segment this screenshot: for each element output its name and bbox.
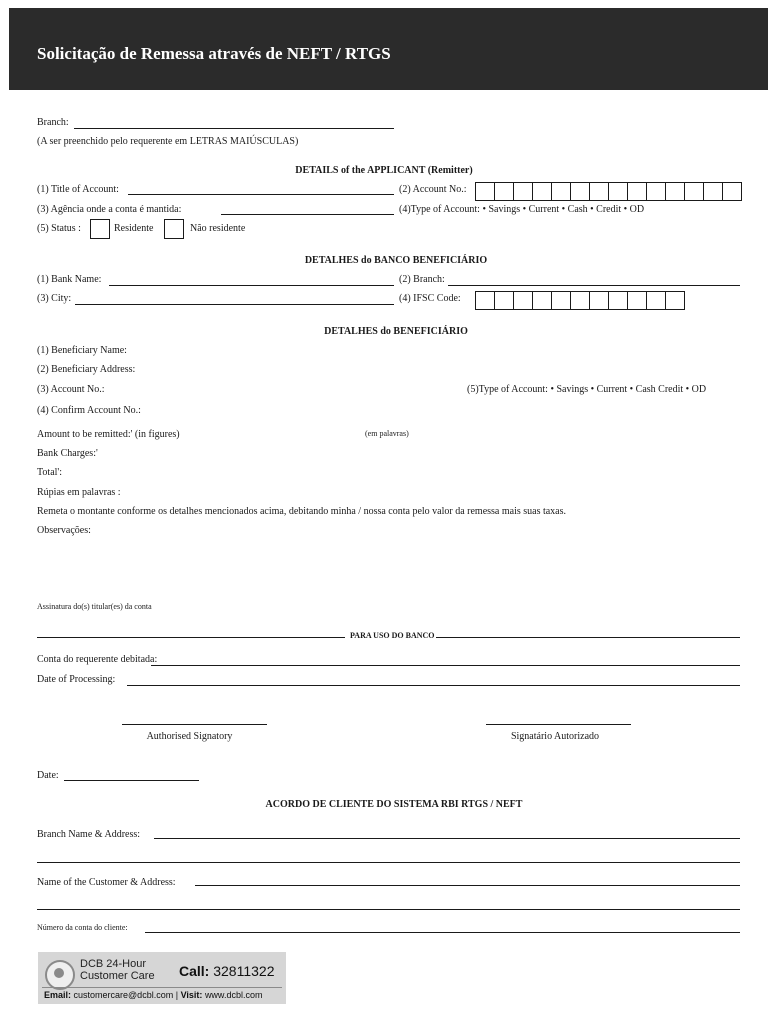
account-no-box[interactable] — [665, 182, 685, 201]
bank-use-rule-right — [436, 637, 740, 638]
date-processing-field[interactable] — [127, 685, 740, 686]
account-no-box[interactable] — [608, 182, 628, 201]
ifsc-box[interactable] — [589, 291, 609, 310]
customer-name-address-label: Name of the Customer & Address: — [37, 877, 176, 888]
ifsc-label: (4) IFSC Code: — [399, 293, 461, 304]
amount-figures-label: Amount to be remitted:' (in figures) — [37, 429, 180, 440]
beneficiary-account-label: (3) Account No.: — [37, 384, 105, 395]
branch-field[interactable] — [74, 128, 394, 129]
account-no-box[interactable] — [570, 182, 590, 201]
care-line-1: DCB 24-Hour — [80, 958, 147, 970]
ifsc-box[interactable] — [570, 291, 590, 310]
authorised-signature-line[interactable] — [122, 724, 267, 725]
account-no-box[interactable] — [646, 182, 666, 201]
assinatura-label: Assinatura do(s) titular(es) da conta — [37, 602, 152, 611]
email-label: Email: — [44, 990, 72, 1000]
account-no-box[interactable] — [494, 182, 514, 201]
call-label: Call: — [179, 963, 210, 979]
beneficiary-heading: DETALHES do BENEFICIÁRIO — [324, 326, 468, 337]
account-no-box[interactable] — [684, 182, 704, 201]
city-label: (3) City: — [37, 293, 72, 304]
customer-name-address-field[interactable] — [195, 885, 740, 886]
bank-charges-label: Bank Charges:' — [37, 448, 98, 459]
customer-care-banner — [38, 952, 286, 1004]
branch-name-address-label: Branch Name & Address: — [37, 829, 141, 840]
account-no-boxes[interactable] — [475, 182, 742, 201]
call-number — [179, 963, 274, 979]
account-no-box[interactable] — [627, 182, 647, 201]
bank-branch-label: (2) Branch: — [399, 274, 445, 285]
agreement-heading: ACORDO DE CLIENTE DO SISTEMA RBI RTGS / NEFT — [265, 799, 523, 810]
rupias-label: Rúpias em palavras : — [37, 487, 121, 498]
signatario-signature-line[interactable] — [486, 724, 631, 725]
observacoes-label: Observações: — [37, 525, 91, 536]
applicant-type-of-account: (4)Type of Account: • Savings • Current • Cash • Credit • OD — [399, 204, 645, 215]
bank-use-heading: PARA USO DO BANCO — [350, 631, 435, 640]
amount-words-label: (em palavras) — [365, 429, 409, 438]
customer-care-text — [80, 958, 155, 982]
account-no-box[interactable] — [722, 182, 742, 201]
authorised-signatory-label: Authorised Signatory — [146, 731, 233, 742]
account-no-box[interactable] — [551, 182, 571, 201]
website-link[interactable]: www.dcbl.com — [204, 990, 263, 1000]
account-no-box[interactable] — [703, 182, 723, 201]
beneficiary-address-label: (2) Beneficiary Address: — [37, 364, 136, 375]
bank-name-field[interactable] — [109, 285, 394, 286]
agencia-field[interactable] — [221, 214, 394, 215]
footer-separator: | — [175, 990, 179, 1000]
bank-branch-field[interactable] — [448, 285, 740, 286]
bank-name-label: (1) Bank Name: — [37, 274, 102, 285]
signatario-label: Signatário Autorizado — [510, 731, 600, 742]
ifsc-box[interactable] — [551, 291, 571, 310]
nao-residente-checkbox[interactable] — [164, 219, 184, 239]
residente-label: Residente — [114, 223, 154, 234]
customer-name-address-field-2[interactable] — [37, 909, 740, 910]
banner-footer — [44, 990, 262, 1001]
date-label: Date: — [37, 770, 59, 781]
call-number-value: 32811322 — [213, 963, 275, 979]
conta-debitada-label: Conta do requerente debitada: — [37, 654, 158, 665]
remeta-text: Remeta o montante conforme os detalhes mencionados acima, debitando minha / nossa conta pelo valor da remessa mais suas taxas. — [37, 506, 567, 517]
branch-note: (A ser preenchido pelo requerente em LETRAS MAIÚSCULAS) — [37, 136, 299, 147]
ifsc-box[interactable] — [513, 291, 533, 310]
ifsc-box[interactable] — [475, 291, 495, 310]
agencia-label: (3) Agência onde a conta é mantida: — [37, 204, 182, 215]
numero-conta-field[interactable] — [145, 932, 740, 933]
form-title: Solicitação de Remessa através de NEFT / RTGS — [37, 44, 391, 63]
date-processing-label: Date of Processing: — [37, 674, 116, 685]
branch-name-address-field[interactable] — [154, 838, 740, 839]
status-label: (5) Status : — [37, 223, 81, 234]
ifsc-box[interactable] — [646, 291, 666, 310]
bank-heading: DETALHES do BANCO BENEFICIÁRIO — [304, 255, 488, 266]
confirm-account-label: (4) Confirm Account No.: — [37, 405, 141, 416]
form-header — [9, 8, 768, 90]
ifsc-box[interactable] — [665, 291, 685, 310]
account-no-box[interactable] — [475, 182, 495, 201]
ifsc-box[interactable] — [494, 291, 514, 310]
banner-divider — [42, 987, 282, 988]
email-link[interactable]: customercare@dcbl.com — [73, 990, 174, 1000]
title-of-account-field[interactable] — [128, 194, 394, 195]
numero-conta-label: Número da conta do cliente: — [37, 923, 128, 932]
ifsc-box[interactable] — [608, 291, 628, 310]
dcb-logo-icon — [45, 960, 75, 990]
account-no-box[interactable] — [589, 182, 609, 201]
date-field[interactable] — [64, 780, 199, 781]
applicant-heading: DETAILS of the APPLICANT (Remitter) — [295, 165, 473, 176]
beneficiary-type-of-account: (5)Type of Account: • Savings • Current • Cash Credit • OD — [467, 384, 707, 395]
total-label: Total': — [37, 467, 62, 478]
account-no-label: (2) Account No.: — [399, 184, 467, 195]
ifsc-boxes[interactable] — [475, 291, 685, 310]
care-line-2: Customer Care — [80, 970, 155, 982]
ifsc-box[interactable] — [532, 291, 552, 310]
ifsc-box[interactable] — [627, 291, 647, 310]
nao-residente-label: Não residente — [190, 223, 246, 234]
city-field[interactable] — [75, 304, 394, 305]
residente-checkbox[interactable] — [90, 219, 110, 239]
account-no-box[interactable] — [532, 182, 552, 201]
branch-name-address-field-2[interactable] — [37, 862, 740, 863]
beneficiary-name-label: (1) Beneficiary Name: — [37, 345, 127, 356]
account-no-box[interactable] — [513, 182, 533, 201]
conta-debitada-field[interactable] — [151, 665, 740, 666]
branch-label: Branch: — [37, 117, 69, 128]
visit-label: Visit: — [180, 990, 203, 1000]
title-of-account-label: (1) Title of Account: — [37, 184, 119, 195]
bank-use-rule-left — [37, 637, 345, 638]
